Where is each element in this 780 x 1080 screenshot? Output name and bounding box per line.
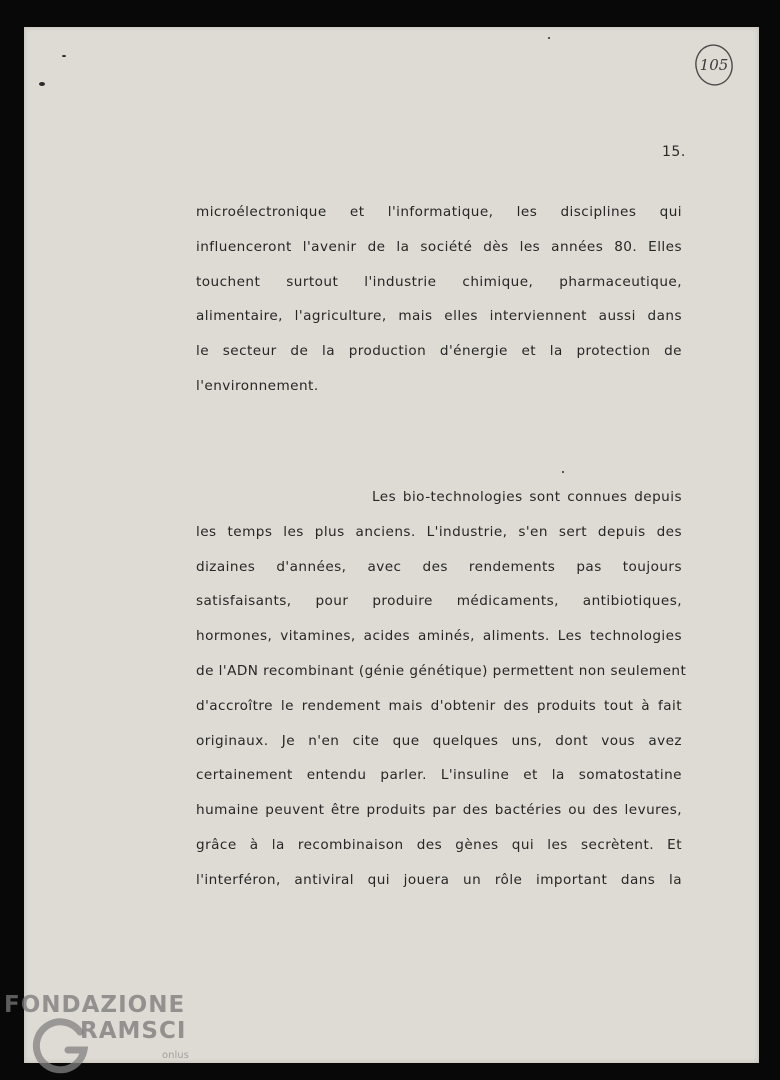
watermark-onlus: onlus <box>162 1050 189 1061</box>
text-line: le secteur de la production d'énergie et la protection de <box>196 343 682 360</box>
text-line: alimentaire, l'agriculture, mais elles interviennent aussi dans <box>196 308 682 325</box>
text-line: grâce à la recombinaison des gènes qui les secrètent. Et <box>196 836 682 853</box>
text-line: satisfaisants, pour produire médicaments, antibiotiques, <box>196 593 682 610</box>
fondazione-gramsci-watermark <box>4 992 194 1076</box>
text-line: l'interféron, antiviral qui jouera un rôle important dans la <box>196 871 682 888</box>
text-line: certainement entendu parler. L'insuline et la somatostatine <box>196 767 682 784</box>
text-line: de l'ADN recombinant (génie génétique) permettent non seulement <box>196 662 687 679</box>
paragraph-1 <box>196 195 682 404</box>
ink-speck <box>548 37 550 39</box>
archive-stamp-number: 105 <box>699 56 729 74</box>
page-number: 15. <box>662 144 686 160</box>
paragraph-2 <box>196 480 687 898</box>
text-line: dizaines d'années, avec des rendements pas toujours <box>196 558 682 575</box>
watermark-line-1: FONDAZIONE <box>4 992 186 1018</box>
text-line: les temps les plus anciens. L'industrie, s'en sert depuis des <box>196 523 682 540</box>
watermark-line-2: RAMSCI <box>80 1018 187 1044</box>
ink-speck <box>39 82 45 86</box>
ink-speck <box>562 471 564 473</box>
text-line: l'environnement. <box>196 377 319 394</box>
text-line: influenceront l'avenir de la société dès les années 80. Elles <box>196 238 682 255</box>
text-line: humaine peuvent être produits par des bactéries ou des levures, <box>196 802 682 819</box>
archive-stamp <box>694 43 734 87</box>
text-line: Les bio-technologies sont connues depuis <box>372 489 682 505</box>
text-line: d'accroître le rendement mais d'obtenir des produits tout à fait <box>196 697 682 714</box>
text-line: touchent surtout l'industrie chimique, pharmaceutique, <box>196 273 682 290</box>
ink-speck <box>62 55 66 57</box>
text-line: hormones, vitamines, acides aminés, aliments. Les technologies <box>196 628 682 645</box>
text-line: microélectronique et l'informatique, les disciplines qui <box>196 204 682 220</box>
text-line: originaux. Je n'en cite que quelques uns, dont vous avez <box>196 732 682 749</box>
